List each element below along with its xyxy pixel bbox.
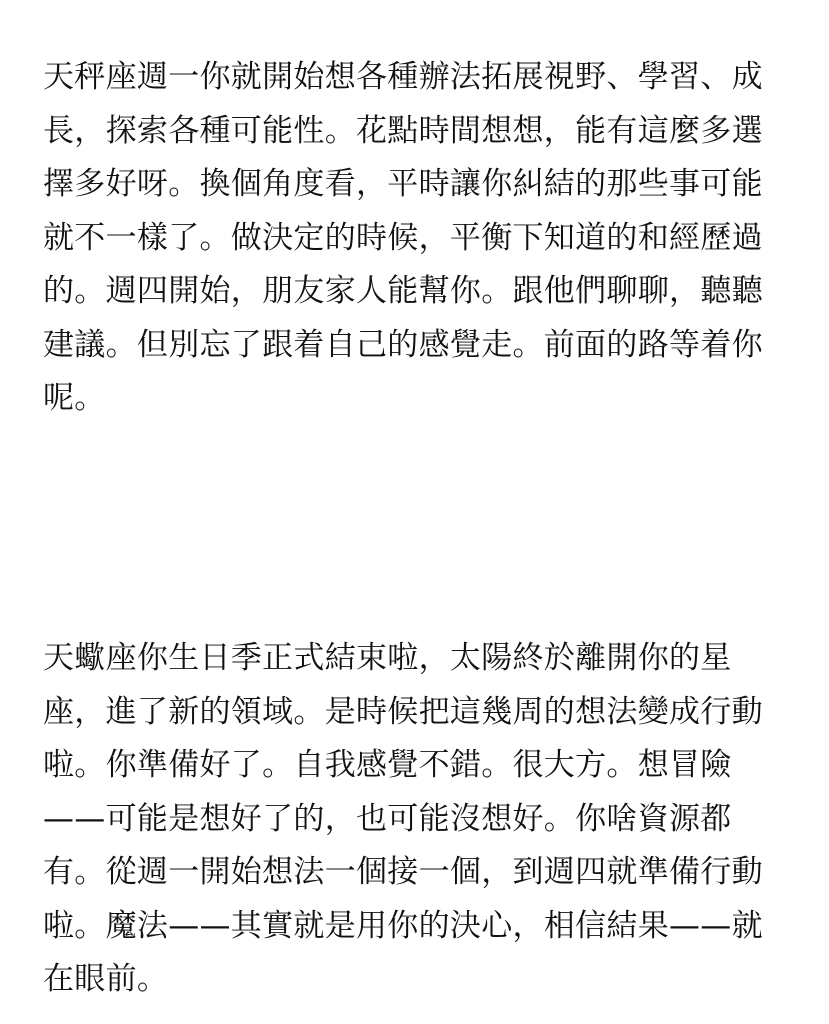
scorpio-horoscope-paragraph: 天蠍座你生日季正式結束啦，太陽終於離開你的星座，進了新的領域。是時候把這幾周的想法變成行動啦。你準備好了。自我感覺不錯。很大方。想冒險——可能是想好了的，也可能沒想好。你啥資源都有。從週一開始想法一個接一個，到週四就準備行動啦。魔法——其實就是用你的決心，相信結果——就在眼前。	[43, 640, 763, 997]
libra-horoscope-paragraph: 天秤座週一你就開始想各種辦法拓展視野、學習、成長，探索各種可能性。花點時間想想，能有這麼多選擇多好呀。換個角度看，平時讓你糾結的那些事可能就不一樣了。做決定的時候，平衡下知道的和經歷過的。週四開始，朋友家人能幫你。跟他們聊聊，聽聽建議。但別忘了跟着自己的感覺走。前面的路等着你呢。	[43, 59, 763, 416]
